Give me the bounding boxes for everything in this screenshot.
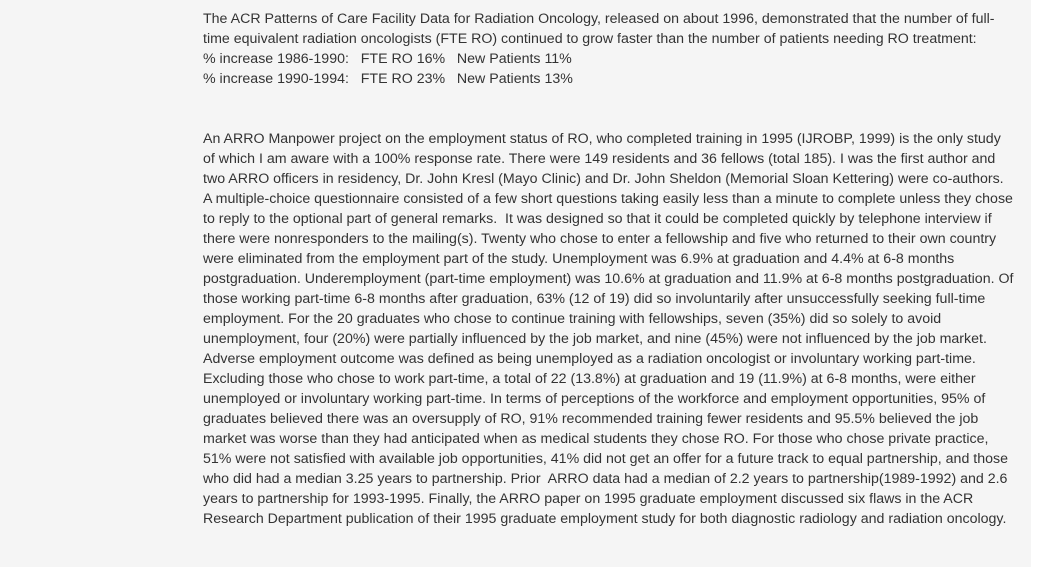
paragraph-gap xyxy=(203,89,1015,109)
stat-line-1990-1994: % increase 1990-1994: FTE RO 23% New Patients 13% xyxy=(203,71,573,87)
intro-paragraph: The ACR Patterns of Care Facility Data for Radiation Oncology, released on about 1996, demonstrated that the number of full-time equivalent radiation oncologists (FTE RO) continued to grow faster than the number of patients needing RO treatment: xyxy=(203,11,995,47)
article-text xyxy=(203,9,1018,529)
arro-manpower-paragraph: An ARRO Manpower project on the employment status of RO, who completed training in 1995 (IJROBP, 1999) is the only study of which I am aware with a 100% response rate. There were 149 residents and 36 fellows (total 185). I was the first author and two ARRO officers in residency, Dr. John Kresl (Mayo Clinic) and Dr. John Sheldon (Memorial Sloan Kettering) were co-authors. A multiple-choice questionnaire consisted of a few short questions taking easily less than a minute to complete unless they chose to reply to the optional part of general remarks. It was designed so that it could be completed quickly by telephone interview if there were nonresponders to the mailing(s). Twenty who chose to enter a fellowship and five who returned to their own country were eliminated from the employment part of the study. Unemployment was 6.9% at graduation and 4.4% at 6-8 months postgraduation. Underemployment (part-time employment) was 10.6% at graduation and 11.9% at 6-8 months postgraduation. Of those working part-time 6-8 months after graduation, 63% (12 of 19) did so involuntarily after unsuccessfully seeking full-time employment. For the 20 graduates who chose to continue training with fellowships, seven (35%) did so solely to avoid unemployment, four (20%) were partially influenced by the job market, and nine (45%) were not influenced by the job market. Adverse employment outcome was defined as being unemployed as a radiation oncologist or involuntary working part-time. Excluding those who chose to work part-time, a total of 22 (13.8%) at graduation and 19 (11.9%) at 6-8 months, were either unemployed or involuntary working part-time. In terms of perceptions of the workforce and employment opportunities, 95% of graduates believed there was an oversupply of RO, 91% recommended training fewer residents and 95.5% believed the job market was worse than they had anticipated when as medical students they chose RO. For those who chose private practice, 51% were not satisfied with available job opportunities, 41% did not get an offer for a future track to equal partnership, and those who did had a median 3.25 years to partnership. Prior ARRO data had a median of 2.2 years to partnership(1989-1992) and 2.6 years to partnership for 1993-1995. Finally, the ARRO paper on 1995 graduate employment discussed six flaws in the ACR Research Department publication of their 1995 graduate employment study for both diagnostic radiology and radiation oncology. xyxy=(203,131,1018,527)
paragraph-gap-2 xyxy=(203,109,1015,129)
stat-line-1986-1990: % increase 1986-1990: FTE RO 16% New Patients 11% xyxy=(203,51,572,67)
stats-block xyxy=(203,49,1015,89)
